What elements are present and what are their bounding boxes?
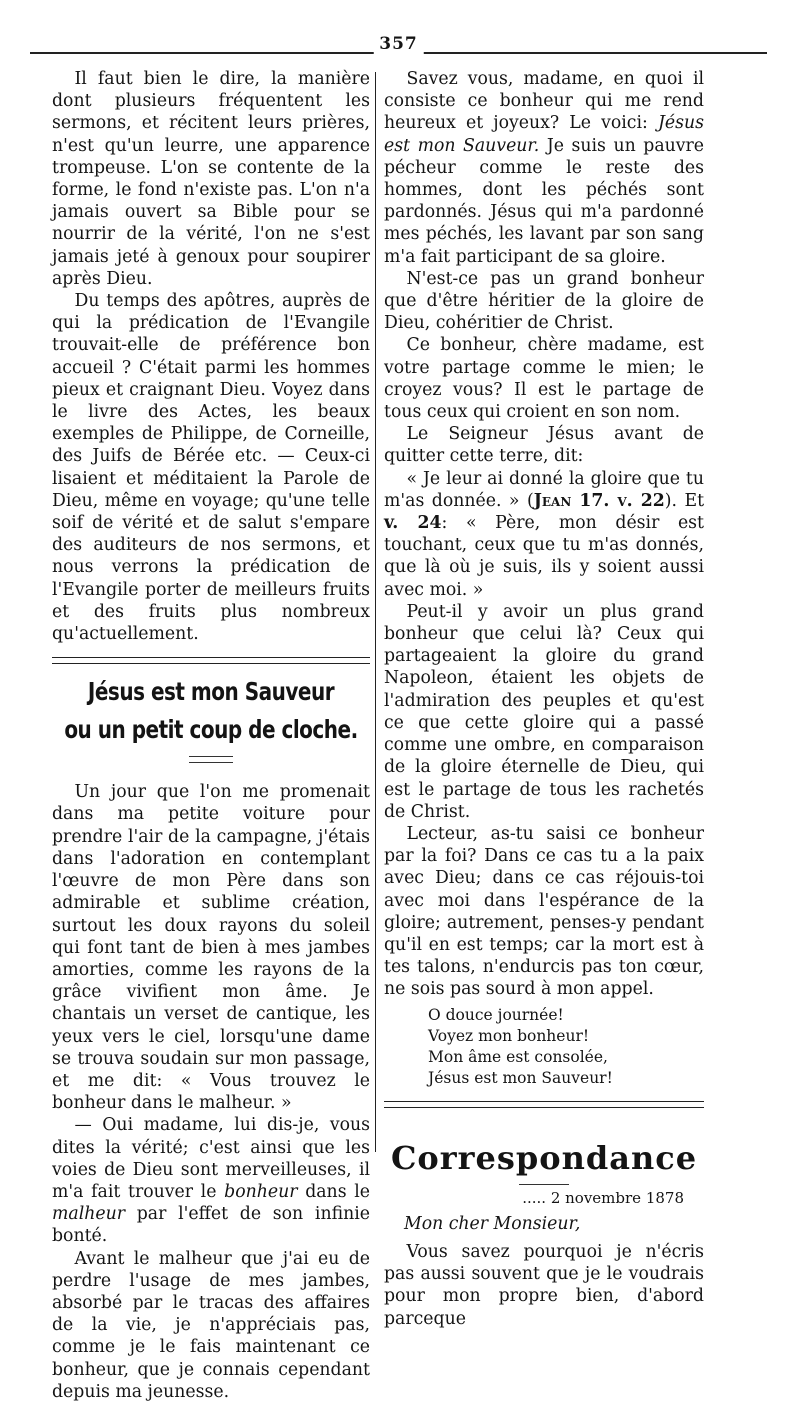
article-separator <box>52 657 370 664</box>
emphasis: bonheur <box>224 1181 298 1202</box>
text-run: « Je leur ai donné la gloire que tu m'as donnée. » ( <box>384 468 704 511</box>
poem-line: O douce journée! <box>428 1005 564 1024</box>
paragraph: Il faut bien le dire, la manière dont plusieurs fréquentent les sermons, et récitent leurs prières, n'est qu'un leurre, une apparence trompeuse. L'on se contente de la forme, le fond n'existe pas. L'on n'a jamais ouvert sa Bible pour se nourrir de la vérité, l'on ne s'est jamais jeté à genoux pour soupirer après Dieu. <box>52 69 370 289</box>
page-header <box>30 28 767 68</box>
paragraph: Le Seigneur Jésus avant de quitter cette terre, dit: <box>384 424 704 467</box>
poem-line: Mon âme est consolée, <box>428 1047 608 1066</box>
paragraph <box>384 68 704 268</box>
paragraph: N'est-ce pas un grand bonheur que d'être héritier de la gloire de Dieu, cohéritier de Christ. <box>384 268 704 334</box>
paragraph: Lecteur, as-tu saisi ce bonheur par la foi? Dans ce cas tu a la paix avec Dieu; dans ce cas réjouis-toi avec moi dans l'espérance de la gloire; autrement, penses-y pendant qu'il en est temps; car la mort est à tes talons, n'endurcis pas ton cœur, ne sois pas sourd à mon appel. <box>384 823 704 1000</box>
paragraph: Du temps des apôtres, auprès de qui la prédication de l'Evangile trouvait-elle de préférence bon accueil ? C'était parmi les hommes pieux et craignant Dieu. Voyez dans le livre des Actes, les beaux exemples de Philippe, de Corneille, des Juifs de Bérée etc. — Ceux-ci lisaient et méditaient la Parole de Dieu, même en voyage; qu'une telle soif de vérité et de salut s'empare des auditeurs de nos sermons, et nous verrons la prédication de l'Evangile porter de meilleurs fruits et des fruits plus nombreux qu'actuellement. <box>52 291 370 645</box>
poem-line: Voyez mon bonheur! <box>428 1026 590 1045</box>
scripture-reference: v. 24 <box>384 513 442 534</box>
article-title: Jésus est mon Sauveur <box>87 676 335 707</box>
left-column <box>52 68 370 1403</box>
article-separator <box>384 1101 704 1108</box>
poem-line: Jésus est mon Sauveur! <box>428 1068 613 1087</box>
title-ornament <box>189 756 233 763</box>
heading-ornament <box>519 1184 569 1185</box>
paragraph: Peut-il y avoir un plus grand bonheur que celui là? Ceux qui partageaient la gloire du grand Napoleon, étaient les objets de l'admiration des peuples et qu'est ce que cette gloire qui a passé comme une ombre, en comparaison de la gloire éternelle de Dieu, qui est le partage de tous les rachetés de Christ. <box>384 601 704 822</box>
paragraph: Vous savez pourquoi je n'écris pas aussi souvent que je le voudrais pour mon propre bien, d'abord parceque <box>384 1241 704 1329</box>
text-run: Savez vous, madame, en quoi il consiste ce bonheur qui me rend heureux et joyeux? Le voici: <box>384 69 704 134</box>
right-column <box>384 68 704 1330</box>
column-divider <box>375 72 376 1152</box>
text-run: dans le <box>297 1181 371 1202</box>
section-heading: Correspondance <box>390 1138 698 1177</box>
text-run: Je suis un pauvre pécheur comme le reste des hommes, dont les péchés sont pardonnés. Jésus qui m'a pardonné mes péchés, les lavant par son sang m'a fait participant de sa gloire. <box>384 135 705 267</box>
scripture-reference: Jean 17. v. 22 <box>533 490 665 511</box>
paragraph: Ce bonheur, chère madame, est votre partage comme le mien; le croyez vous? Il est le partage de tous ceux qui croient en son nom. <box>384 335 704 423</box>
paragraph: Avant le malheur que j'ai eu de perdre l'usage de mes jambes, absorbé par le tracas des affaires de la vie, je n'appréciais pas, comme je le fais maintenant ce bonheur, que je connais cependant depuis ma jeunesse. <box>52 1248 370 1402</box>
text-run: ). Et <box>664 490 705 511</box>
text-run: par l'effet de son infinie bonté. <box>52 1204 370 1247</box>
text-run: — Oui madame, lui dis-je, vous dites la vérité; c'est ainsi que les voies de Dieu sont merveilleuses, il m'a fait trouver le <box>52 1115 370 1202</box>
poem <box>428 1005 704 1089</box>
text-run: : « Père, mon désir est touchant, ceux que tu m'as donnés, que là où je suis, ils y soient aussi avec moi. » <box>384 513 704 600</box>
paragraph <box>52 1114 370 1247</box>
article-subtitle: ou un petit coup de cloche. <box>64 714 358 745</box>
emphasis: malheur <box>52 1204 125 1225</box>
emphasis: Jésus est mon Sauveur. <box>384 113 704 156</box>
page-number: 357 <box>373 34 424 54</box>
salutation: Mon cher Monsieur, <box>404 1213 581 1234</box>
paragraph: Un jour que l'on me promenait dans ma petite voiture pour prendre l'air de la campagne, j'étais dans l'adoration en contemplant l'œuvre de mon Père dans son admirable et sublime création, surtout les doux rayons du soleil qui font tant de bien à mes jambes amorties, comme les rayons de la grâce vivifient mon âme. Je chantais un verset de cantique, les yeux vers le ciel, lorsqu'une dame se trouva soudain sur mon passage, et me dit: « Vous trouvez le bonheur dans le malheur. » <box>52 782 370 1114</box>
dateline: ..... 2 novembre 1878 <box>522 1188 684 1207</box>
paragraph <box>384 468 704 601</box>
